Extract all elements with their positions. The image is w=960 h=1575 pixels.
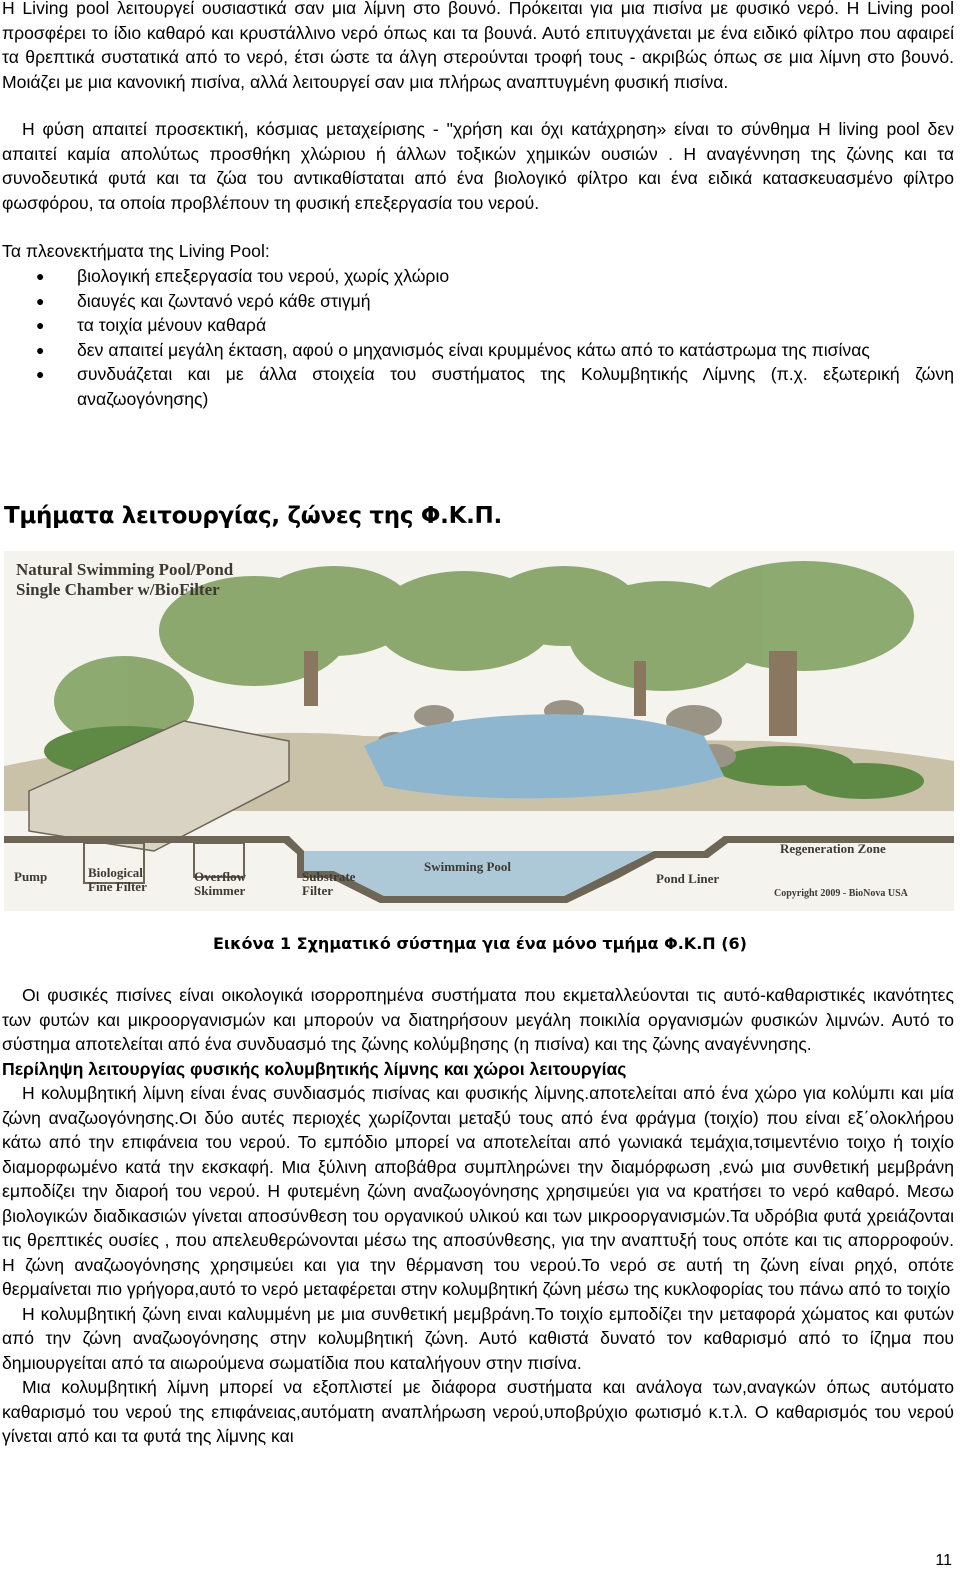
biofilter-label-line2: Fine Filter <box>88 879 147 894</box>
membrane-paragraph: Η κολυμβητική ζώνη ειναι καλυμμένη με μια συνθετική μεμβράνη.Το τοιχίο εμποδίζει την μεταφορά χώματος και φυτών από την ζώνη αναζωογόνησης στην κολυμβητική ζώνη. Αυτό καθιστά δυνατό τον καθαρισμό από το ίζημα που δημιουργείται από τα αιωρούμενα σωματίδια που καταλήγουν στην πισίνα. <box>2 1303 954 1373</box>
biofilter-label-line1: Biological <box>88 865 143 880</box>
bullet-icon: ● <box>36 292 45 309</box>
bullet-icon: ● <box>36 341 45 358</box>
substrate-label-line1: Substrate <box>302 869 356 884</box>
summary-section <box>2 983 954 1449</box>
swimming-pool-label: Swimming Pool <box>424 859 512 874</box>
list-item: ● βιολογική επεξεργασία του νερού, χωρίς χλώριο <box>0 264 954 289</box>
advantages-list <box>0 264 954 411</box>
overflow-label-line2: Skimmer <box>194 883 246 898</box>
advantages-title: Τα πλεονεκτήματα της Living Pool: <box>2 241 270 261</box>
diagram-title-line1: Natural Swimming Pool/Pond <box>16 560 234 579</box>
diagram-title-line2: Single Chamber w/BioFilter <box>16 580 220 599</box>
pool-paragraph: Η κολυμβητική λίμνη είναι ένας συνδιασμός πισίνας και φυσικής λίμνης.αποτελείται από ένα χώρο για κολύμπι και μία ζώνη αναζωογόνησης.Οι δύο αυτές περιοχές χωρίζονται μεταξύ τους από ένα φράγμα (τοιχίο) που είναι εξ΄ολοκλήρου κάτω από την επιφάνεια του νερού. Το εμπόδιο μπορεί να αποτελείται από γωνιακά τεμάχια,τσιμεντένιο τοιχο ή τοιχίο διαμορφωμένο κατά την εκσκαφή. Μια ξύλινη αποβάθρα συμπληρώνει την διαμόρφωση ,ενώ μια συνθετική μεμβράνη εμποδίζει την διαροή του νερού. Η φυτεμένη ζώνη αναζωογόνησης χρησιμεύει για να κρατήσει το νερό καθαρό. Μεσω βιολογικών διαδικασιών γίνεται αποσύνθεση του οργανικού υλικού και των μικροοργανισμών.Τα υδρόβια φυτά χρειάζονται τις θρεπτικές ουσίες , που απελευθερώνονται μέσω της αποσύνθεσης, για την αναπτυξή τους οπότε και τις απορροφούν. Η ζώνη αναζωογόνησης χρησιμεύει και για την θέρμανση του νερού.Το νερό σε αυτή τη ζώνη είναι ρηχό, οπότε θερμαίνεται πιο γρήγορα,αυτό το νερό μεταφέρεται στην κολυμβητική ζώνη μέσω της κυκλοφορίας του πάνω από το τοιχίο <box>2 1083 954 1299</box>
natural-pool-diagram <box>4 551 954 911</box>
summary-heading: Περίληψη λειτουργίας φυσικής κολυμβητικής λίμνης και χώροι λειτουργίας <box>2 1058 627 1079</box>
substrate-label-line2: Filter <box>302 883 334 898</box>
intro-paragraph: Η Living pool λειτουργεί ουσιαστικά σαν μια λίμνη στο βουνό. Πρόκειται για μια πισίνα με φυσικό νερό. Η Living pool προσφέρει το ίδιο καθαρό και κρυστάλλινο νερό όπως και τα βουνά. Αυτό επιτυγχάνεται με ένα ειδικό φίλτρο που αφαιρεί τα θρεπτικά συστατικά από το νερό, έτσι ώστε τα άλγη στερούνται τροφή τους - ακριβώς όπως σε μια λίμνη στο βουνό. Μοιάζει με μια κανονική πισίνα, αλλά λειτουργεί σαν μια πλήρως αναπτυγμένη φυσική πισίνα. <box>2 0 954 92</box>
page-number: 11 <box>935 1552 952 1569</box>
nature-paragraph: Η φύση απαιτεί προσεκτική, κόσμιας μεταχείρισης - "χρήση και όχι κατάχρηση» είναι το σύνθημα Η living pool δεν απαιτεί καμία απολύτως προσθήκη χλώριου ή άλλων τοξικών χημικών ουσιών . Η αναγέννηση της ζώνης και τα συνοδευτικά φυτά και τα ζώα του αντικαθίσταται από ένα βιολογικό φίλτρο και ένα ειδικά κατασκευασμένο φίλτρο φωσφόρου, τα οποία προβλέπουν τη φυσική επεξεργασία του νερού. <box>2 119 954 213</box>
figure-caption: Εικόνα 1 Σχηματικό σύστημα για ένα μόνο τμήμα Φ.Κ.Π (6) <box>212 934 747 953</box>
systems-paragraph: Μια κολυμβητική λίμνη μπορεί να εξοπλιστεί με διάφορα συστήματα και ανάλογα των,αναγκών όπως αυτόματο καθαρισμό του νερού της επιφάνειας,αυτόματη αναπλήρωση νερού,υποβρύχιο φωτισμό κ.τ.λ. Ο καθαρισμός του νερού γίνεται από και τα φυτά της λίμνης και <box>2 1377 954 1446</box>
list-item: ● διαυγές και ζωντανό νερό κάθε στιγμή <box>0 289 954 314</box>
pond-liner-label: Pond Liner <box>656 871 720 886</box>
bullet-icon: ● <box>36 366 45 382</box>
pump-label: Pump <box>14 869 48 884</box>
copyright-label: Copyright 2009 - BioNova USA <box>774 888 908 899</box>
summary-paragraph: Οι φυσικές πισίνες είναι οικολογικά ισορροπημένα συστήματα που εκμεταλλεύονται τις αυτό-καθαριστικές ικανότητες των φυτών και μικροοργανισμών και μπορούν να διατηρήσουν μεγάλη ποικιλία οργανισμών φυσικών λιμνών. Αυτό το σύστημα αποτελείται από ένα συνδυασμό της ζώνης κολύμβησης (η πισίνα) και της ζώνης αναγέννησης. <box>2 985 954 1054</box>
overflow-label-line1: Overflow <box>194 869 246 884</box>
bullet-icon: ● <box>36 317 45 333</box>
bullet-icon: ● <box>36 268 45 284</box>
list-item: ● τα τοιχία μένουν καθαρά <box>0 313 954 338</box>
list-item: ● συνδυάζεται και με άλλα στοιχεία του συστήματος της Κολυμβητικής Λίμνης (π.χ. εξωτερική ζώνη αναζωογόνησης) <box>36 364 954 409</box>
regeneration-zone-label: Regeneration Zone <box>780 841 886 856</box>
list-item: ● δεν απαιτεί μεγάλη έκταση, αφού ο μηχανισμός είναι κρυμμένος κάτω από το κατάστρωμα της πισίνας <box>0 338 954 363</box>
section-title: Τμήματα λειτουργίας, ζώνες της Φ.Κ.Π. <box>4 503 502 529</box>
